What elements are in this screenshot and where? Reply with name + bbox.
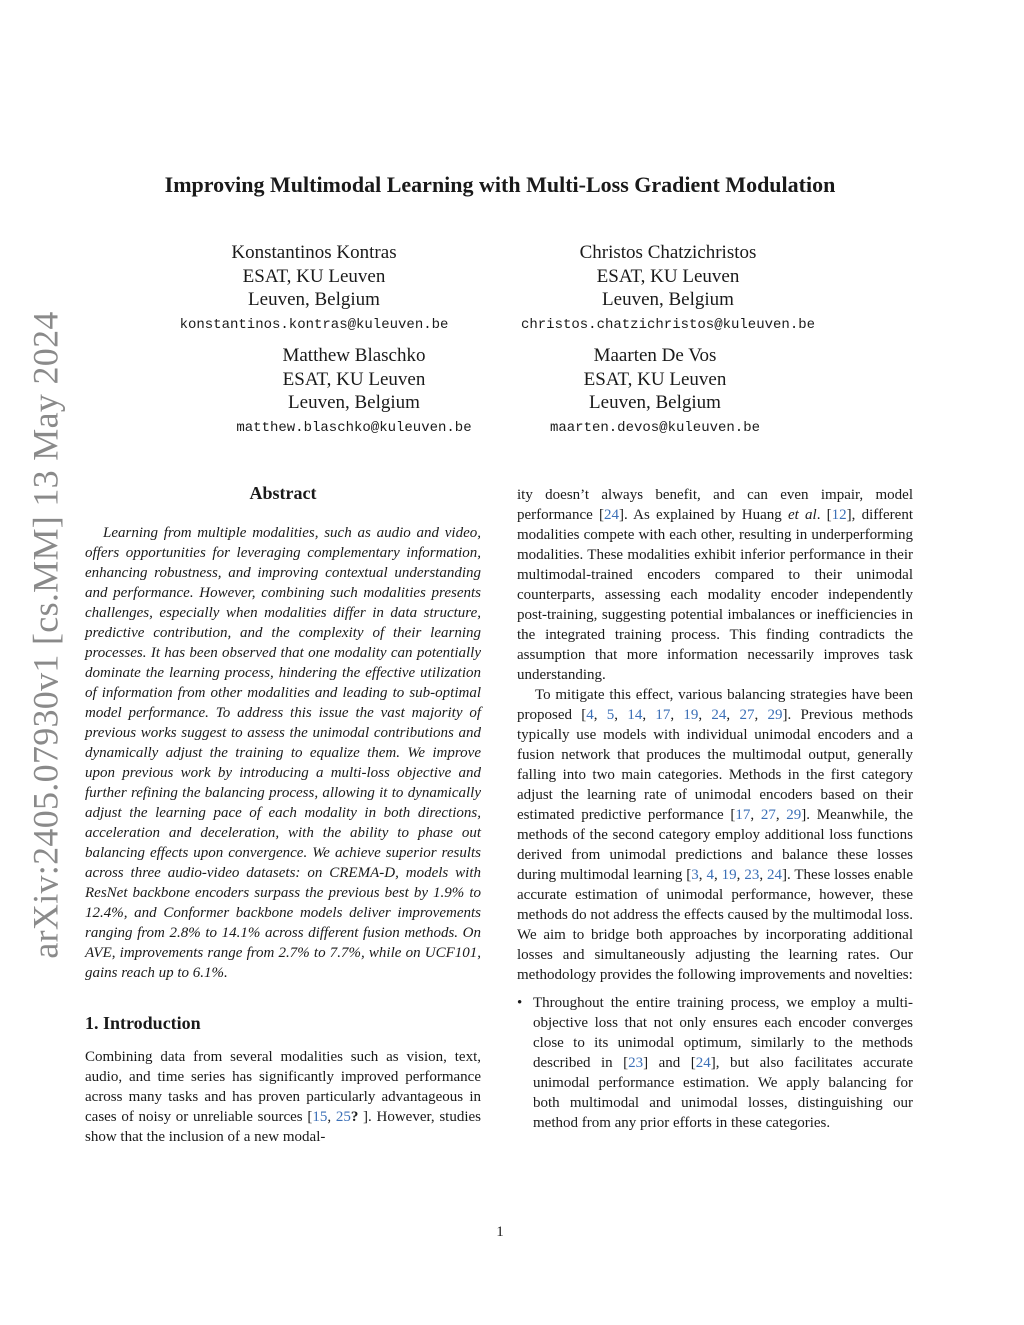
author-email[interactable]: matthew.blaschko@kuleuven.be — [236, 419, 472, 436]
citation-link[interactable]: 24 — [604, 507, 619, 523]
author-name: Christos Chatzichristos — [579, 242, 757, 263]
bullet-text: Throughout the entire training process, we employ a multi-objective loss that not only ensures each encoder converges close to its unimodal optimum, similarly to the methods described in [23] and [24], but also facilitates accurate unimodal performance estimation. We apply balancing for both multimodal and unimodal losses, distinguishing our method from any prior efforts in these categories. — [533, 995, 913, 1131]
paper-title: Improving Multimodal Learning with Multi-Loss Gradient Modulation — [164, 172, 836, 197]
citation-link[interactable]: 3 — [691, 867, 699, 883]
abstract-heading: Abstract — [249, 483, 317, 503]
page-number: 1 — [496, 1224, 504, 1240]
left-column — [85, 483, 481, 1147]
citation-link[interactable]: 12 — [831, 507, 847, 523]
author-email[interactable]: christos.chatzichristos@kuleuven.be — [520, 316, 816, 333]
citation-link[interactable]: 19 — [721, 867, 737, 883]
author-block-1 — [134, 241, 494, 335]
citation-link[interactable]: 24 — [711, 707, 727, 723]
citation-link[interactable]: 27 — [760, 807, 776, 823]
contribution-bullet — [517, 993, 913, 1133]
arxiv-stamp-text: arXiv:2405.07930v1 [cs.MM] 13 May 2024 — [26, 311, 66, 959]
introduction-heading: 1. Introduction — [85, 1013, 201, 1033]
author-location: Leuven, Belgium — [589, 392, 721, 413]
author-affiliation: ESAT, KU Leuven — [583, 368, 727, 390]
citation-link[interactable]: 24 — [767, 867, 782, 883]
introduction-paragraph-1-start: Combining data from several modalities such as vision, text, audio, and time series has significantly improved performance across many tasks and has proven particularly advantageous in cases of noisy or unreliable sources [15, 25? ]. However, studies show that the inclusion of a new modal- — [85, 1049, 482, 1145]
citation-link[interactable]: 14 — [627, 707, 643, 723]
author-block-4 — [475, 344, 835, 438]
citation-link[interactable]: 27 — [739, 707, 755, 723]
author-email[interactable]: maarten.devos@kuleuven.be — [549, 419, 761, 436]
citation-link[interactable]: 17 — [655, 707, 671, 723]
author-affiliation: ESAT, KU Leuven — [596, 265, 740, 287]
citation-link[interactable]: 23 — [744, 867, 760, 883]
right-column — [517, 485, 913, 1133]
introduction-paragraph-1-continued: ity doesn’t always benefit, and can even impair, model performance [24]. As explained by Huang et al. [12], different modalities compete with each other, resulting in underperforming modalities. These modalities exhibit inferior performance in their multimodal-trained encoders compared to their unimodal counterparts, assessing each modality encoder independently post-training, suggesting potential imbalances or inefficiencies in the integrated training process. This finding contradicts the assumption that more information necessarily improves task understanding. — [517, 487, 913, 683]
citation-link[interactable]: 25 — [335, 1109, 351, 1125]
citation-link[interactable]: 5 — [606, 707, 615, 723]
author-name: Matthew Blaschko — [282, 345, 426, 366]
abstract-text: Learning from multiple modalities, such as audio and video, offers opportunities for leveraging complementary information, enhancing robustness, and improving contextual understanding and performance. However, combining such modalities presents challenges, especially when modalities differ in data structure, predictive contribution, and the complexity of their learning processes. It has been observed that one modality can potentially dominate the learning process, hindering the effective utilization of information from other modalities and leading to sub-optimal model performance. To address this issue the vast majority of previous works suggest to assess the unimodal contributions and dynamically adjust the training to equalize them. We improve upon previous work by introducing a multi-loss objective and further refining the balancing process, allowing it to dynamically adjust the learning pace of each modality in both directions, acceleration and deceleration, with the ability to phase out balancing effects upon convergence. We achieve superior results across three audio-video datasets: on CREMA-D, models with ResNet backbone encoders surpass the previous best by 1.9% to 12.4%, and Conformer backbone models deliver improvements ranging from 2.8% to 14.1% across different fusion methods. On AVE, improvements range from 2.7% to 7.7%, while on UCF101, gains reach up to 6.1%. — [85, 525, 481, 981]
citation-link[interactable]: 17 — [735, 807, 751, 823]
author-block-2 — [488, 241, 848, 335]
bullet-mark: • — [517, 995, 523, 1011]
author-email[interactable]: konstantinos.kontras@kuleuven.be — [179, 316, 449, 333]
author-affiliation: ESAT, KU Leuven — [242, 265, 386, 287]
citation-link[interactable]: 15 — [312, 1109, 328, 1125]
author-affiliation: ESAT, KU Leuven — [282, 368, 426, 390]
citation-link[interactable]: 4 — [586, 707, 594, 723]
author-location: Leuven, Belgium — [288, 392, 420, 413]
citation-link[interactable]: 23 — [628, 1055, 644, 1071]
citation-link[interactable]: 29 — [767, 707, 783, 723]
arxiv-identifier-stamp — [18, 311, 74, 959]
citation-link[interactable]: 29 — [786, 807, 802, 823]
citation-link[interactable]: 19 — [683, 707, 699, 723]
author-location: Leuven, Belgium — [248, 289, 380, 310]
author-name: Konstantinos Kontras — [231, 242, 397, 263]
introduction-paragraph-2: To mitigate this effect, various balancing strategies have been proposed [4, 5, 14, 17, 19, 24, 27, 29]. Previous methods typically use models with individual unimodal encoders and a fusion network that produces the multimodal output, generally falling into two main categories. Methods in the first category adjust the learning rate of unimodal encoders based on their estimated predictive performance [17, 27, 29]. Meanwhile, the methods of the second category employ additional loss functions derived from unimodal predictions and balance these losses during multimodal learning [3, 4, 19, 23, 24]. These losses enable accurate estimation of unimodal performance, however, these methods do not address the effects caused by the multimodal loss. We aim to bridge both approaches by incorporating additional losses and simultaneously adjusting the learning rates. Our methodology provides the following improvements and novelties: — [517, 687, 914, 983]
citation-link[interactable]: 4 — [706, 867, 714, 883]
author-name: Maarten De Vos — [593, 345, 717, 366]
citation-link[interactable]: 24 — [695, 1055, 711, 1071]
author-location: Leuven, Belgium — [602, 289, 734, 310]
